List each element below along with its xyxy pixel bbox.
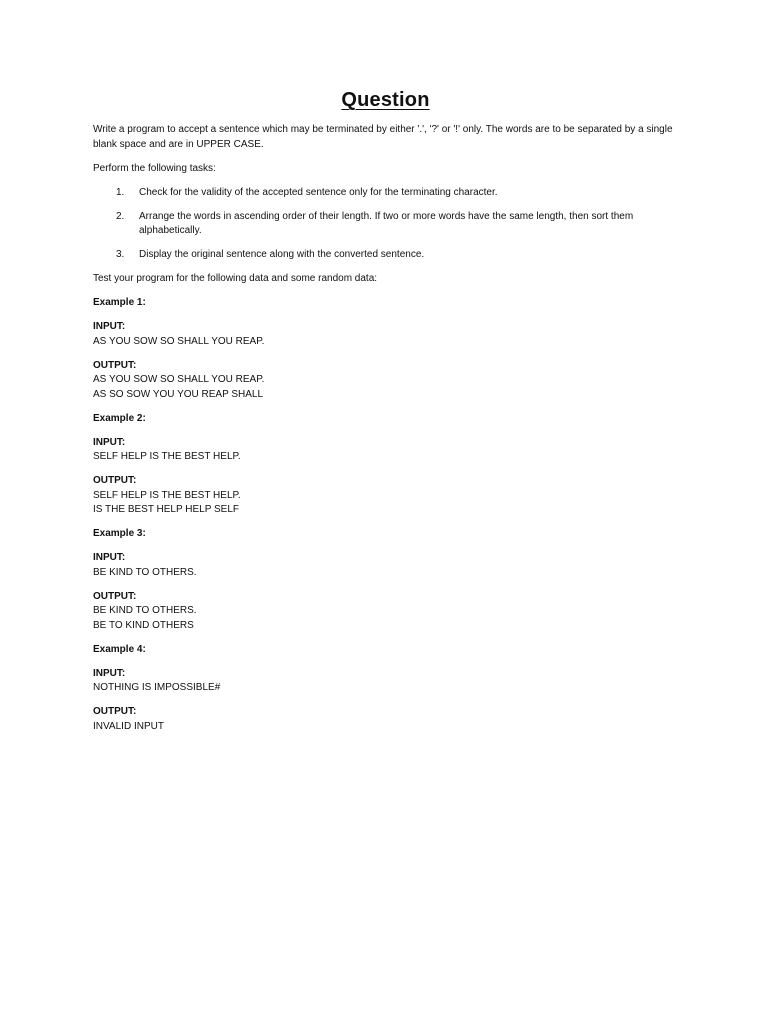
task-number: 3. bbox=[116, 249, 125, 260]
input-label: INPUT: bbox=[93, 321, 126, 332]
output-label: OUTPUT: bbox=[93, 359, 137, 371]
page-title: Question bbox=[341, 89, 430, 111]
example-output-block bbox=[93, 474, 678, 518]
input-text: SELF HELP IS THE BEST HELP. bbox=[93, 451, 241, 462]
example-output-block bbox=[93, 359, 678, 403]
output-line: AS SO SOW YOU YOU REAP SHALL bbox=[93, 388, 264, 400]
output-line: INVALID INPUT bbox=[93, 720, 164, 732]
output-line: BE TO KIND OTHERS bbox=[93, 619, 194, 631]
output-label: OUTPUT: bbox=[93, 475, 137, 486]
tasks-heading: Perform the following tasks: bbox=[93, 162, 216, 174]
output-line: SELF HELP IS THE BEST HELP. bbox=[93, 489, 241, 501]
input-label: INPUT: bbox=[93, 552, 126, 563]
input-text: NOTHING IS IMPOSSIBLE# bbox=[93, 682, 221, 693]
output-label: OUTPUT: bbox=[93, 590, 137, 602]
example-output-block bbox=[93, 590, 678, 634]
output-line: AS YOU SOW SO SHALL YOU REAP. bbox=[93, 374, 265, 385]
task-text: Arrange the words in ascending order of their length. If two or more words have the same length, then sort them alphabetically. bbox=[139, 210, 634, 236]
example-input-block bbox=[93, 320, 678, 349]
input-text: BE KIND TO OTHERS. bbox=[93, 566, 197, 578]
example-input-block bbox=[93, 436, 678, 465]
output-line: IS THE BEST HELP HELP SELF bbox=[93, 504, 239, 515]
output-line: BE KIND TO OTHERS. bbox=[93, 605, 197, 616]
tasks-list bbox=[93, 186, 678, 263]
task-number: 2. bbox=[116, 210, 125, 222]
document-content bbox=[93, 86, 678, 744]
input-label: INPUT: bbox=[93, 436, 126, 448]
example-heading: Example 2: bbox=[93, 412, 146, 424]
example-heading: Example 3: bbox=[93, 528, 146, 539]
output-label: OUTPUT: bbox=[93, 706, 137, 717]
intro-paragraph: Write a program to accept a sentence which may be terminated by either '.', '?' or '!' only. The words are to be separated by a single blank space and are in UPPER CASE. bbox=[93, 124, 673, 150]
input-text: AS YOU SOW SO SHALL YOU REAP. bbox=[93, 335, 265, 347]
task-text: Check for the validity of the accepted sentence only for the terminating character. bbox=[139, 186, 498, 198]
example-output-block bbox=[93, 705, 678, 734]
test-instruction: Test your program for the following data and some random data: bbox=[93, 273, 378, 284]
task-item bbox=[93, 210, 678, 239]
example-heading: Example 4: bbox=[93, 643, 146, 655]
input-label: INPUT: bbox=[93, 667, 126, 679]
task-number: 1. bbox=[116, 186, 125, 198]
example-input-block bbox=[93, 667, 678, 696]
task-item bbox=[93, 248, 678, 263]
example-heading: Example 1: bbox=[93, 297, 146, 308]
example-input-block bbox=[93, 551, 678, 580]
task-item bbox=[93, 186, 678, 201]
task-text: Display the original sentence along with the converted sentence. bbox=[139, 249, 425, 260]
